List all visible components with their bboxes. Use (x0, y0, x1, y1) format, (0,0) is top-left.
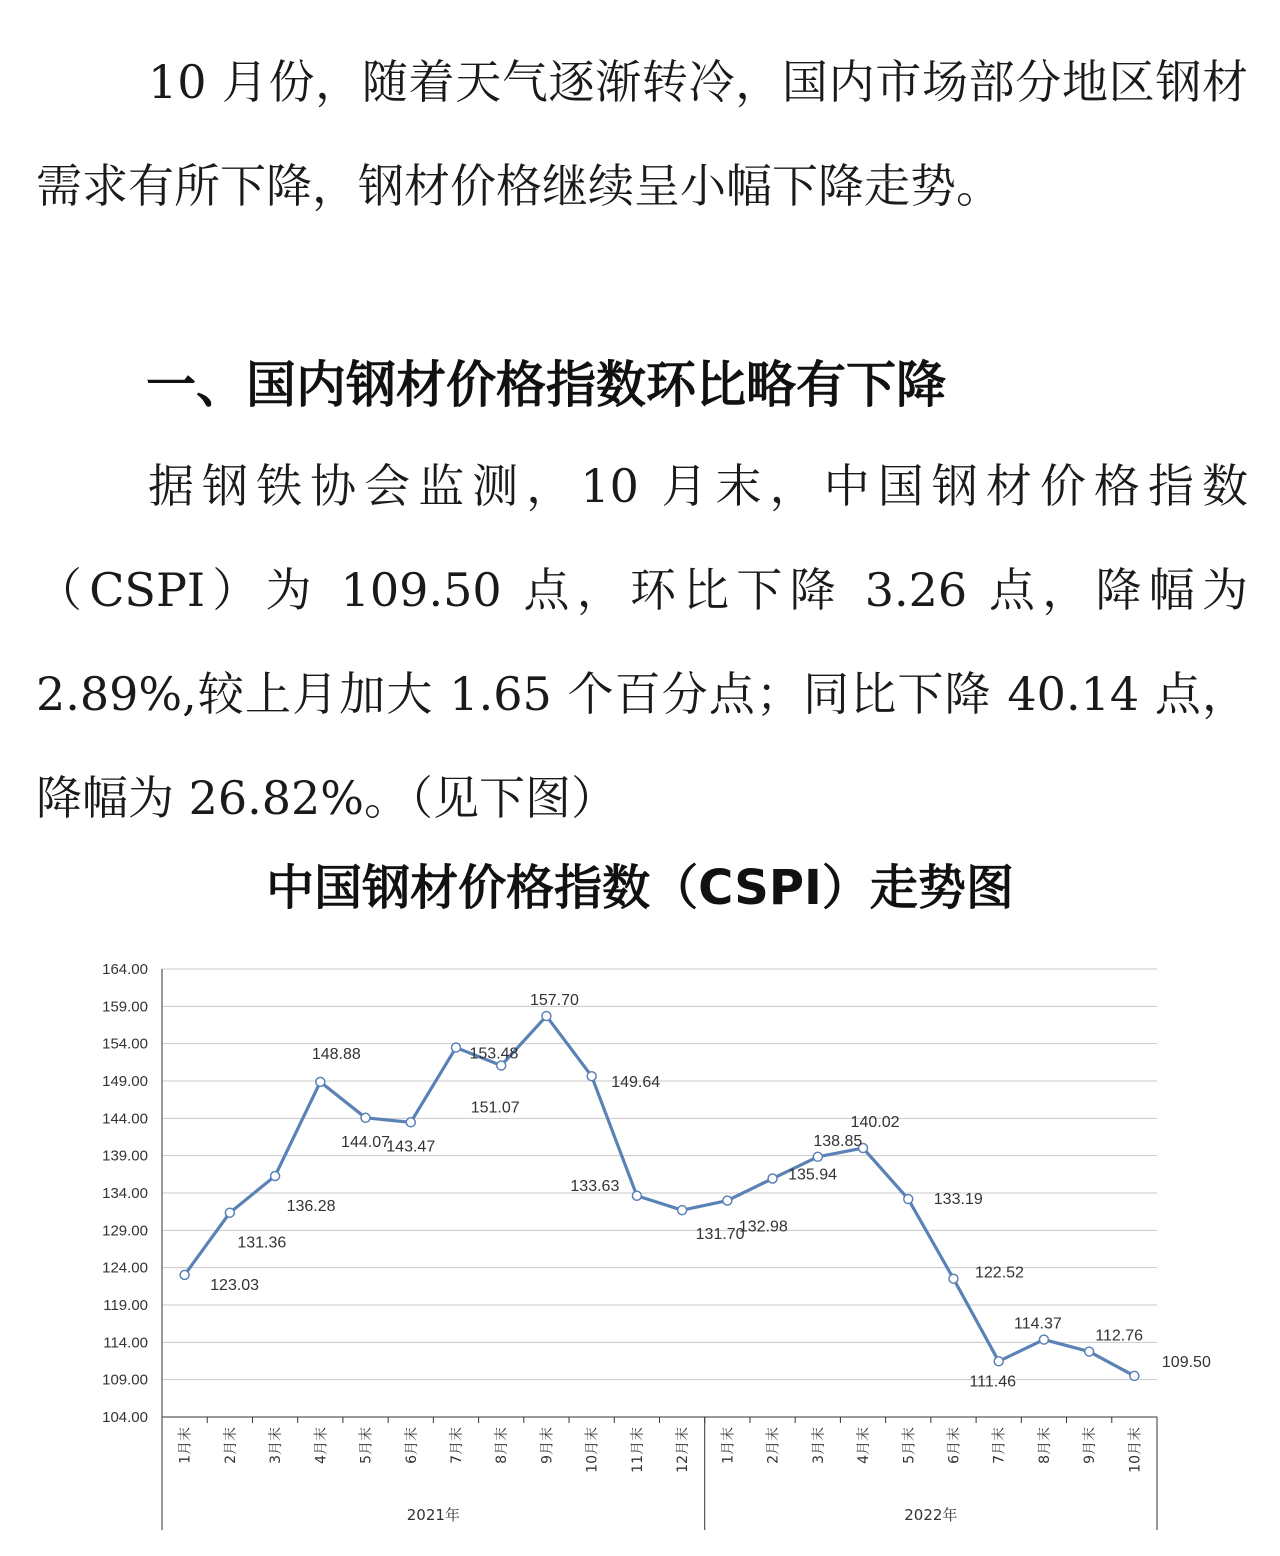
data-point (225, 1208, 234, 1217)
x-category-label: 4月末 (313, 1427, 330, 1464)
data-label: 151.07 (470, 1099, 520, 1117)
data-label: 122.52 (975, 1264, 1024, 1282)
data-labels (210, 992, 1211, 1390)
cspi-line-chart (0, 940, 1280, 1540)
data-label: 136.28 (286, 1197, 336, 1215)
x-axis-categories (177, 1427, 1144, 1524)
x-category-label: 7月末 (991, 1427, 1008, 1464)
y-tick-label: 144.00 (102, 1110, 148, 1128)
data-label: 140.02 (850, 1114, 900, 1132)
x-category-label: 10月末 (1127, 1427, 1144, 1473)
x-category-label: 2月末 (222, 1427, 239, 1464)
data-label: 143.47 (386, 1138, 436, 1156)
data-point (316, 1077, 325, 1086)
y-axis-ticks (102, 961, 148, 1426)
x-category-label: 5月末 (358, 1427, 375, 1464)
y-tick-label: 154.00 (102, 1035, 148, 1053)
x-category-label: 11月末 (629, 1427, 646, 1473)
data-label: 133.19 (933, 1191, 983, 1209)
data-point (542, 1012, 551, 1021)
y-tick-label: 114.00 (103, 1334, 148, 1352)
intro-paragraph: 10 月份，随着天气逐渐转冷，国内市场部分地区钢材需求有所下降，钢材价格继续呈小幅下降走势。 (36, 55, 1248, 213)
data-point (949, 1274, 958, 1283)
data-label: 131.70 (695, 1226, 745, 1244)
data-label: 138.85 (813, 1132, 863, 1150)
data-point (904, 1195, 913, 1204)
data-point (632, 1191, 641, 1200)
data-point (1039, 1335, 1048, 1344)
data-label: 149.64 (611, 1074, 661, 1092)
y-tick-label: 159.00 (102, 998, 148, 1016)
x-category-label: 2月末 (765, 1427, 782, 1464)
index-paragraph: 据钢铁协会监测，10 月末，中国钢材价格指数（CSPI）为 109.50 点，环比下降 3.26 点，降幅为 2.89%,较上月加大 1.65 个百分点；同比下降 40.14 点，降幅为 26.82%。（见下图） (36, 459, 1248, 825)
data-label: 153.48 (469, 1045, 519, 1063)
data-label: 132.98 (738, 1218, 788, 1236)
grid-lines (162, 969, 1157, 1417)
data-label: 123.03 (210, 1276, 260, 1294)
data-label: 111.46 (969, 1373, 1016, 1391)
data-point (723, 1196, 732, 1205)
y-tick-label: 139.00 (102, 1147, 148, 1165)
x-category-label: 4月末 (856, 1427, 873, 1464)
x-category-label: 5月末 (901, 1427, 918, 1464)
y-tick-label: 104.00 (102, 1409, 148, 1426)
data-point (768, 1174, 777, 1183)
x-category-label: 8月末 (494, 1427, 511, 1464)
x-category-label: 6月末 (946, 1427, 963, 1464)
data-label: 109.50 (1161, 1353, 1211, 1371)
data-point (587, 1072, 596, 1081)
y-tick-label: 109.00 (102, 1371, 148, 1389)
x-category-label: 3月末 (268, 1427, 285, 1464)
data-label: 157.70 (529, 992, 579, 1010)
y-tick-label: 164.00 (102, 961, 148, 978)
chart-title: 中国钢材价格指数（CSPI）走势图 (266, 860, 1014, 916)
y-tick-label: 149.00 (102, 1073, 148, 1090)
x-category-label: 12月末 (675, 1427, 692, 1473)
y-tick-label: 119.00 (103, 1297, 148, 1314)
x-category-label: 9月末 (539, 1427, 556, 1464)
data-point (678, 1206, 687, 1215)
data-point (180, 1270, 189, 1279)
data-point (813, 1152, 822, 1161)
data-point (994, 1357, 1003, 1366)
y-tick-label: 134.00 (102, 1185, 148, 1202)
x-category-label: 8月末 (1036, 1427, 1053, 1464)
x-category-label: 7月末 (448, 1427, 465, 1464)
x-category-label: 10月末 (584, 1427, 601, 1473)
data-label: 148.88 (311, 1045, 361, 1063)
cspi-series-line (185, 1016, 1135, 1376)
x-group-label: 2022年 (904, 1506, 958, 1524)
series-line (185, 1016, 1135, 1376)
x-category-label: 9月末 (1082, 1427, 1099, 1464)
data-point (1130, 1371, 1139, 1380)
section-heading: 一、国内钢材价格指数环比略有下降 (146, 356, 946, 414)
data-label: 114.37 (1014, 1315, 1062, 1333)
data-label: 112.76 (1095, 1327, 1144, 1345)
x-category-label: 3月末 (810, 1427, 827, 1464)
data-points (180, 1012, 1139, 1381)
y-tick-label: 124.00 (102, 1259, 148, 1277)
data-point (361, 1113, 370, 1122)
y-tick-label: 129.00 (102, 1222, 148, 1240)
data-point (406, 1118, 415, 1127)
data-point (271, 1171, 280, 1180)
x-category-label: 6月末 (403, 1427, 420, 1464)
data-label: 135.94 (788, 1166, 838, 1184)
data-label: 131.36 (237, 1234, 287, 1252)
data-label: 144.07 (341, 1133, 390, 1151)
x-category-label: 1月末 (177, 1427, 194, 1464)
data-label: 133.63 (570, 1177, 620, 1195)
data-point (451, 1043, 460, 1052)
data-point (1085, 1347, 1094, 1356)
x-category-label: 1月末 (720, 1427, 737, 1464)
x-group-label: 2021年 (406, 1506, 460, 1524)
